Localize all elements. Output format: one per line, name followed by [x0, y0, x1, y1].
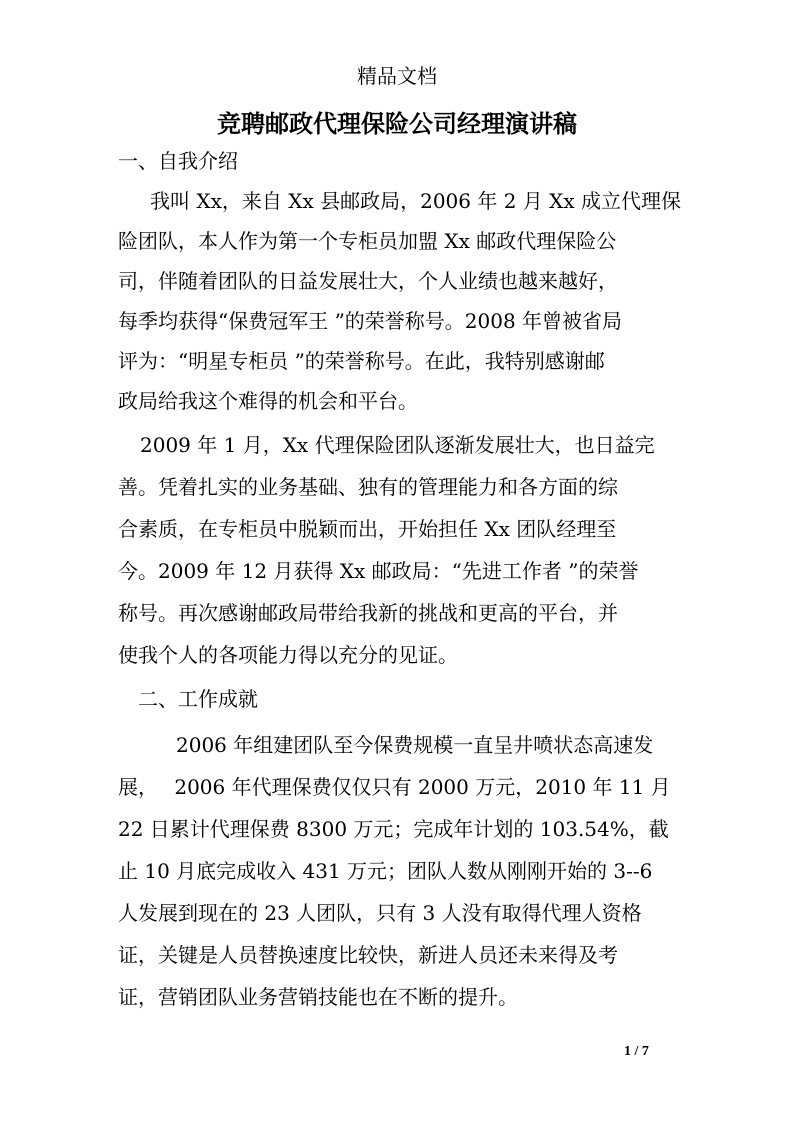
paragraph-line: 使我个人的各项能力得以充分的见证。 [118, 643, 458, 667]
section-heading-achievements: 二、工作成就 [138, 687, 258, 711]
paragraph-line: 善。凭着扎实的业务基础、独有的管理能力和各方面的综 [118, 475, 618, 499]
paragraph-line: 司，伴随着团队的日益发展壮大，个人业绩也越来越好， [118, 269, 618, 293]
paragraph-line: 证，营销团队业务营销技能也在不断的提升。 [118, 985, 518, 1009]
paragraph-line: 人发展到现在的 23 人团队，只有 3 人没有取得代理人资格 [118, 901, 642, 925]
page-number: 1 / 7 [624, 1044, 649, 1059]
paragraph-line: 2006 年组建团队至今保费规模一直呈井喷状态高速发 [176, 733, 654, 757]
paragraph-line: 每季均获得“保费冠军王 ”的荣誉称号。2008 年曾被省局 [118, 309, 623, 333]
paragraph-line: 险团队，本人作为第一个专柜员加盟 Xx 邮政代理保险公 [118, 229, 617, 253]
paragraph-line: 22 日累计代理保费 8300 万元；完成年计划的 103.54%，截 [118, 817, 669, 841]
paragraph-line: 止 10 月底完成收入 431 万元；团队人数从刚刚开始的 3--6 [118, 859, 653, 883]
paragraph-line: 政局给我这个难得的机会和平台。 [118, 389, 418, 413]
page-header: 精品文档 [357, 64, 437, 88]
document-title: 竞聘邮政代理保险公司经理演讲稿 [217, 109, 577, 138]
paragraph-line: 证，关键是人员替换速度比较快，新进人员还未来得及考 [118, 943, 618, 967]
paragraph-line: 称号。再次感谢邮政局带给我新的挑战和更高的平台，并 [118, 601, 618, 625]
paragraph-line: 今。2009 年 12 月获得 Xx 邮政局：“先进工作者 ”的荣誉 [118, 559, 639, 583]
section-heading-intro: 一、自我介绍 [118, 149, 238, 173]
paragraph-line: 展， 2006 年代理保费仅仅只有 2000 万元，2010 年 11 月 [118, 775, 671, 799]
paragraph-line: 合素质，在专柜员中脱颖而出，开始担任 Xx 团队经理至 [118, 517, 617, 541]
paragraph-line: 我叫 Xx，来自 Xx 县邮政局，2006 年 2 月 Xx 成立代理保 [150, 189, 682, 213]
paragraph-line: 评为：“明星专柜员 ”的荣誉称号。在此，我特别感谢邮 [118, 349, 605, 373]
paragraph-line: 2009 年 1 月，Xx 代理保险团队逐渐发展壮大，也日益完 [140, 433, 655, 457]
